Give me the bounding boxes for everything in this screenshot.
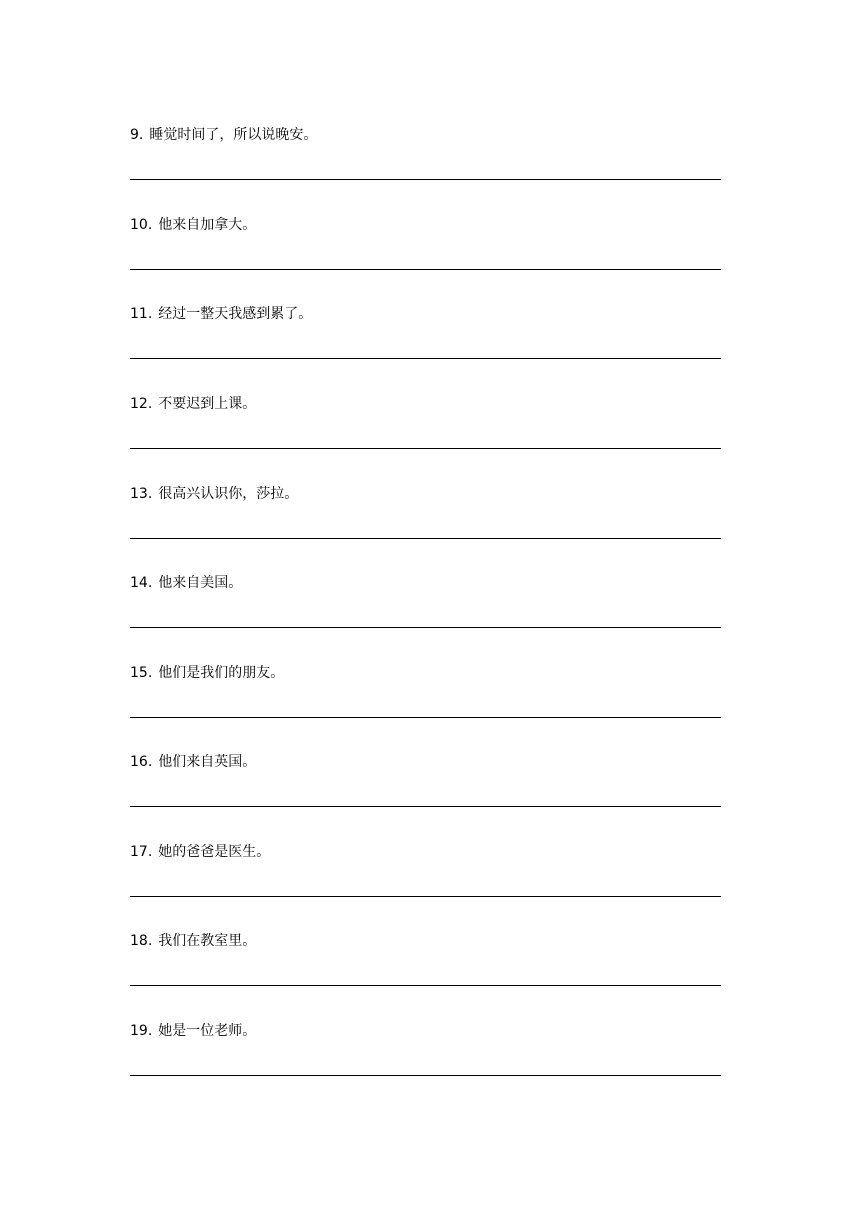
question-item (130, 216, 721, 286)
question-prompt (130, 216, 256, 234)
question-item (130, 1022, 721, 1092)
question-prompt (130, 126, 317, 144)
question-item (130, 126, 721, 196)
answer-line[interactable] (130, 179, 721, 180)
answer-line[interactable] (130, 448, 721, 449)
answer-line[interactable] (130, 358, 721, 359)
question-text: 他们来自英国。 (158, 754, 257, 770)
question-prompt (130, 305, 312, 323)
question-number: 19. (130, 1023, 153, 1039)
question-number: 13. (130, 486, 153, 502)
question-number: 11. (130, 306, 153, 322)
question-number: 15. (130, 665, 153, 681)
question-number: 16. (130, 754, 153, 770)
question-prompt (130, 932, 256, 950)
question-item (130, 932, 721, 1002)
question-item (130, 395, 721, 465)
question-text: 睡觉时间了，所以说晚安。 (149, 127, 318, 143)
answer-line[interactable] (130, 1075, 721, 1076)
question-item (130, 574, 721, 644)
question-number: 18. (130, 933, 153, 949)
question-item (130, 664, 721, 734)
question-text: 她的爸爸是医生。 (158, 844, 271, 860)
question-item (130, 485, 721, 555)
question-number: 12. (130, 396, 153, 412)
answer-line[interactable] (130, 269, 721, 270)
question-prompt (130, 843, 270, 861)
question-number: 17. (130, 844, 153, 860)
question-number: 9. (130, 127, 144, 143)
answer-line[interactable] (130, 806, 721, 807)
question-text: 他来自美国。 (158, 575, 243, 591)
question-prompt (130, 664, 284, 682)
answer-line[interactable] (130, 717, 721, 718)
question-text: 我们在教室里。 (158, 933, 257, 949)
question-item (130, 843, 721, 913)
question-number: 14. (130, 575, 153, 591)
question-prompt (130, 1022, 256, 1040)
question-prompt (130, 753, 256, 771)
question-text: 她是一位老师。 (158, 1023, 257, 1039)
question-number: 10. (130, 217, 153, 233)
question-prompt (130, 485, 298, 503)
question-prompt (130, 395, 256, 413)
question-text: 很高兴认识你，莎拉。 (158, 486, 299, 502)
question-item (130, 305, 721, 375)
answer-line[interactable] (130, 896, 721, 897)
question-text: 他们是我们的朋友。 (158, 665, 285, 681)
question-item (130, 753, 721, 823)
answer-line[interactable] (130, 538, 721, 539)
question-text: 经过一整天我感到累了。 (158, 306, 313, 322)
question-text: 他来自加拿大。 (158, 217, 257, 233)
question-prompt (130, 574, 242, 592)
question-text: 不要迟到上课。 (158, 396, 257, 412)
answer-line[interactable] (130, 627, 721, 628)
answer-line[interactable] (130, 985, 721, 986)
